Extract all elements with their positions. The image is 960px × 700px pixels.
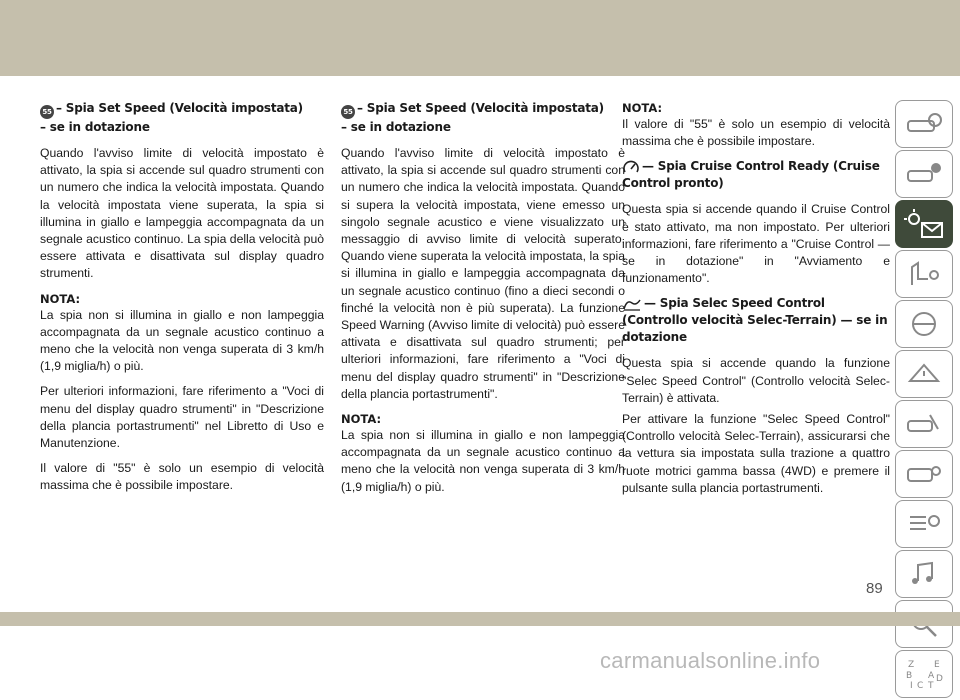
paragraph: Questa spia si accende quando il Cruise Control è stato attivato, ma non impostato. Per ulteriori informazioni, fare riferimento a "Cruise Control — se in dotazione" in "Avviamento e funzionamento".: [622, 202, 890, 286]
index-letter: T: [928, 681, 934, 691]
car-search-icon[interactable]: [895, 100, 953, 148]
column-2: [341, 100, 625, 504]
note-text: La spia non si illumina in giallo e non lampeggia accompagnata da un segnale acustico continuo a meno che la velocità non venga superata di 3 km/h (1,9 miglia/h) o più.: [40, 307, 324, 374]
top-band: [0, 0, 960, 76]
note-label: NOTA:: [341, 412, 382, 427]
index-letter: C: [917, 681, 924, 691]
index-letter: Z: [908, 660, 915, 670]
speed-55-icon: 55: [40, 105, 54, 119]
note-label: NOTA:: [622, 101, 663, 115]
chapter-tabs: [895, 100, 955, 700]
index-letter: D: [936, 674, 943, 684]
cruise-control-icon: [622, 160, 640, 174]
car-warning-icon[interactable]: [895, 400, 953, 448]
index-letter: E: [934, 660, 940, 670]
music-icon[interactable]: [895, 550, 953, 598]
paragraph: Il valore di "55" è solo un esempio di velocità massima che è possibile impostare.: [40, 461, 324, 493]
paragraph: Quando l'avviso limite di velocità impostato è attivato, la spia si accende sul quadro strumenti con un numero che indica la velocità impostata. Quando la velocità impostata viene superata, la spia si illumina in giallo e lampeggia accompagnata da un segnale acustico continuo. La spia della velocità può essere attivata e disattivata sul display quadro strumenti.: [40, 146, 324, 281]
car-info-icon[interactable]: [895, 150, 953, 198]
set-speed-heading: [341, 100, 625, 136]
selec-speed-icon: [622, 297, 642, 311]
column-3: [622, 100, 890, 505]
bottom-band: [0, 612, 960, 626]
index-letter: I: [910, 681, 913, 691]
car-wrench-icon[interactable]: [895, 450, 953, 498]
heading-text: — Spia Selec Speed Control (Controllo velocità Selec-Terrain) — se in dotazione: [622, 296, 888, 345]
index-letter: A: [928, 671, 935, 681]
paragraph: Questa spia si accende quando la funzione "Selec Speed Control" (Controllo velocità Selec-Terrain) è attivata.: [622, 356, 890, 405]
speed-55-icon: 55: [341, 105, 355, 119]
heading-line-1: – Spia Set Speed (Velocità impostata): [357, 101, 604, 115]
paragraph: Quando l'avviso limite di velocità impostato è attivato, la spia si accende sul quadro strumenti con un numero che indica la velocità impostata. Quando si supera la velocità impostata, viene emesso un singolo segnale acustico e viene visualizzato un messaggio di avviso limite di velocità superato. Quando viene superata la velocità impostata, la spia si illumina in giallo e lampeggia accompagnata da un segnale acustico continuo (fino a dieci secondi o finché la velocità non è più superata). La funzione Speed Warning (Avviso limite di velocità) può essere attivata e disattivata sul quadro strumenti; per ulteriori informazioni, fare riferimento a "Voci di menu del display quadro strumenti" in "Descrizione della plancia portastrumenti".: [341, 146, 625, 401]
index-letter: B: [906, 671, 913, 681]
seat-key-icon[interactable]: [895, 250, 953, 298]
heading-line-2: – se in dotazione: [40, 120, 150, 134]
note-label: NOTA:: [40, 291, 81, 306]
steering-wheel-icon[interactable]: [895, 300, 953, 348]
car-tools-icon[interactable]: [895, 350, 953, 398]
watermark: carmanualsonline.info: [600, 648, 821, 673]
heading-line-1: – Spia Set Speed (Velocità impostata): [56, 101, 303, 115]
note-text: Il valore di "55" è solo un esempio di velocità massima che è possibile impostare.: [622, 117, 890, 149]
note-text: La spia non si illumina in giallo e non lampeggia accompagnata da un segnale acustico continuo a meno che la velocità non venga superata di 3 km/h (1,9 miglia/h) o più.: [341, 428, 625, 494]
set-speed-heading: [40, 100, 324, 136]
selec-speed-heading: [622, 295, 890, 346]
page-number: 89: [866, 580, 883, 597]
alphabet-index-icon[interactable]: [895, 650, 953, 698]
paragraph: Per attivare la funzione "Selec Speed Control" (Controllo velocità Selec-Terrain), assicurarsi che la vettura sia impostata sulla trazione a quattro ruote motrici gamma bassa (4WD) e premere il pulsante sulla plancia portastrumenti.: [622, 412, 890, 495]
heading-text: — Spia Cruise Control Ready (Cruise Control pronto): [622, 159, 880, 191]
paragraph: Per ulteriori informazioni, fare riferimento a "Voci di menu del display quadro strumenti" in "Descrizione della plancia portastrumenti" nel Libretto di Uso e Manutenzione.: [40, 384, 324, 451]
cruise-ready-heading: [622, 158, 890, 192]
column-1: [40, 100, 324, 503]
warning-lights-icon[interactable]: [895, 200, 953, 248]
settings-list-icon[interactable]: [895, 500, 953, 548]
heading-line-2: – se in dotazione: [341, 120, 451, 134]
